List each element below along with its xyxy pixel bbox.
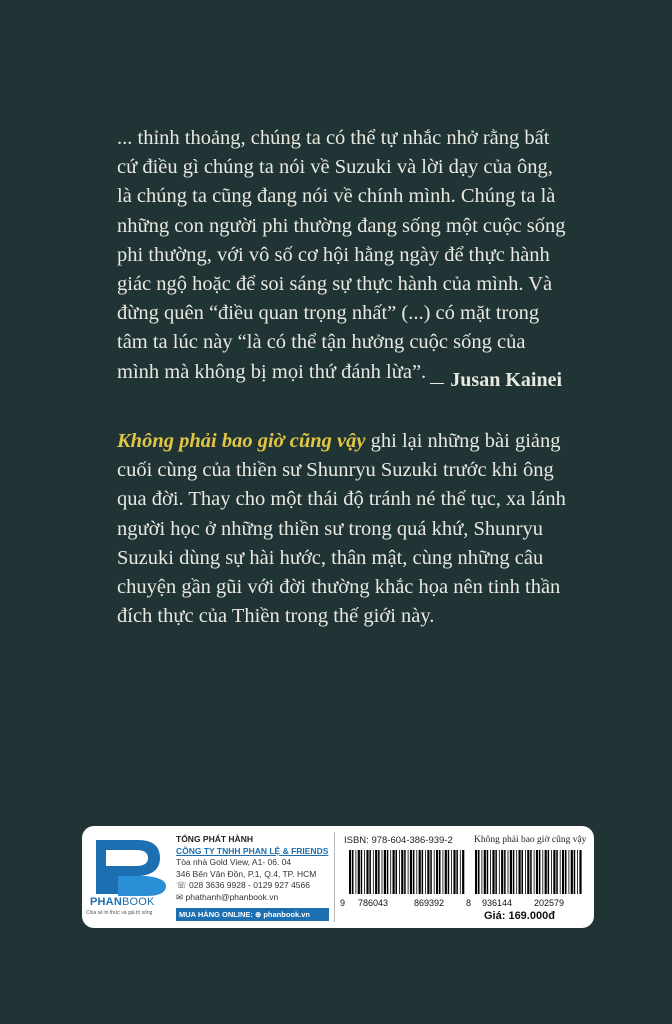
distributor-info <box>176 834 336 904</box>
barcode-bar <box>430 850 432 894</box>
barcode-bar <box>451 850 452 894</box>
barcode-bar <box>427 850 429 894</box>
barcode-bar <box>553 850 555 894</box>
attribution-name: Jusan Kainei <box>450 369 562 391</box>
logo-slogan: Chia sẻ tri thức và giá trị sống <box>86 910 153 916</box>
barcode-bar <box>462 850 464 894</box>
barcode-bar <box>560 850 561 894</box>
barcode-bar <box>456 850 458 894</box>
barcode-bar <box>522 850 524 894</box>
barcode-bar <box>579 850 581 894</box>
barcode-bar <box>548 850 550 894</box>
phanbook-logo-icon <box>88 834 170 922</box>
barcode-bar <box>364 850 365 894</box>
isbn-label: ISBN: 978-604-386-939-2 <box>344 835 453 846</box>
panel-divider <box>334 832 335 922</box>
barcode-bar <box>539 850 541 894</box>
barcode-bar <box>416 850 417 894</box>
barcode-bar <box>542 850 543 894</box>
barcode-bar <box>487 850 489 894</box>
logo-wordmark <box>90 896 155 908</box>
barcode-bar <box>373 850 374 894</box>
barcode1-digit-lead: 9 <box>340 898 346 908</box>
barcode-bar <box>475 850 477 894</box>
barcode-bar <box>375 850 377 894</box>
barcode-bar <box>393 850 395 894</box>
distributor-phone: ☏ 028 3636 9928 - 0129 927 4566 <box>176 880 310 891</box>
price-barcode <box>474 850 584 894</box>
barcode-bar <box>453 850 455 894</box>
barcode-book-title: Không phải bao giờ cũng vậy <box>474 835 587 845</box>
barcode-bar <box>574 850 576 894</box>
barcode-bar <box>545 850 547 894</box>
quote-attribution <box>430 369 562 392</box>
barcode-bar <box>369 850 371 894</box>
quote-text: ... thỉnh thoảng, chúng ta có thể tự nhắc nhở rằng bất cứ điều gì chúng ta nói về Suzuki và lời dạy của ông, là chúng ta cũng đang nói về chính mình. Chúng ta là những con người phi thường đang sống một cuộc sống phi thường, với vô số cơ hội hằng ngày để thực hành giác ngộ hoặc để soi sáng sự thực hành của mình. Và đừng quên “điều quan trọng nhất” (...) có mặt trong tâm ta lúc này “là có thể tận hưởng cuộc sống của mình mà không bị mọi thứ đánh lừa”. <box>117 127 566 383</box>
barcode-bar <box>510 850 512 894</box>
online-store-banner: MUA HÀNG ONLINE: ⊕ phanbook.vn <box>176 908 329 921</box>
barcode-bar <box>349 850 351 894</box>
barcode-bar <box>378 850 380 894</box>
barcode-bar <box>404 850 406 894</box>
barcode-bar <box>482 850 483 894</box>
barcode-bar <box>492 850 494 894</box>
barcode-bar <box>551 850 552 894</box>
distributor-company: CÔNG TY TNHH PHAN LỆ & FRIENDS <box>176 845 329 856</box>
barcode-bar <box>439 850 441 894</box>
barcode-bar <box>384 850 386 894</box>
barcode-bar <box>504 850 506 894</box>
barcode-bar <box>577 850 578 894</box>
barcode-bar <box>562 850 564 894</box>
barcode-bar <box>513 850 515 894</box>
logo-wordmark-bold: PHAN <box>90 896 122 908</box>
barcode-bar <box>571 850 573 894</box>
barcode-bar <box>527 850 529 894</box>
barcode-bar <box>396 850 398 894</box>
barcode-bar <box>556 850 558 894</box>
book-title: Không phải bao giờ cũng vậy <box>117 430 366 452</box>
barcode-bar <box>366 850 368 894</box>
barcode-bar <box>401 850 403 894</box>
barcode-bar <box>352 850 354 894</box>
barcode-bar <box>478 850 480 894</box>
publisher-panel <box>82 826 594 928</box>
barcode-bar <box>419 850 421 894</box>
barcode-bar <box>387 850 389 894</box>
barcode-bar <box>445 850 447 894</box>
barcode-bar <box>525 850 526 894</box>
logo-wordmark-light: BOOK <box>121 896 155 908</box>
barcode2-digits-left: 936144 <box>482 898 513 908</box>
barcode-bar <box>565 850 567 894</box>
barcode-bar <box>408 850 409 894</box>
barcode-bar <box>501 850 503 894</box>
isbn-barcode <box>348 850 466 894</box>
barcode-bar <box>443 850 444 894</box>
barcode-bar <box>382 850 383 894</box>
barcode-bar <box>390 850 391 894</box>
barcode1-digits-left: 786043 <box>358 898 389 908</box>
barcode-bar <box>490 850 491 894</box>
barcode-bar <box>495 850 497 894</box>
barcode2-digits-right: 202579 <box>534 898 565 908</box>
distributor-heading: TỔNG PHÁT HÀNH <box>176 834 253 844</box>
distributor-address-2: 346 Bến Vân Đồn, P.1, Q.4, TP. HCM <box>176 868 317 879</box>
distributor-address-1: Tòa nhà Gold View, A1- 06. 04 <box>176 857 292 868</box>
barcode-bar <box>434 850 435 894</box>
barcode-bar <box>569 850 570 894</box>
barcode-bar <box>413 850 415 894</box>
barcode-bar <box>356 850 357 894</box>
book-description <box>117 427 569 631</box>
barcode-bar <box>460 850 461 894</box>
distributor-email: ✉ phathanh@phanbook.vn <box>176 891 279 902</box>
barcode-bar <box>508 850 509 894</box>
barcode-bar <box>530 850 532 894</box>
price-label: Giá: 169.000đ <box>484 910 555 922</box>
barcode-bar <box>536 850 538 894</box>
barcode-bar <box>534 850 535 894</box>
barcode-bar <box>519 850 521 894</box>
barcode-bar <box>358 850 360 894</box>
barcode-bar <box>425 850 426 894</box>
barcode-bar <box>399 850 400 894</box>
barcode-bar <box>436 850 438 894</box>
barcode-bar <box>484 850 486 894</box>
description-text: ghi lại những bài giảng cuối cùng của thiền sư Shunryu Suzuki trước khi ông qua đời. Thay cho một thái độ tránh né thế tục, xa lánh người học ở những thiền sư trong quá khứ, Shunryu Suzuki dùng sự hài hước, thân mật, cùng những câu chuyện gần gũi với đời thường khắc họa nên tinh thần đích thực của Thiền trong thế giới này. <box>117 430 566 628</box>
barcode1-digits-right: 869392 <box>414 898 445 908</box>
barcode-bar <box>499 850 500 894</box>
barcode-bar <box>410 850 412 894</box>
barcode-bar <box>361 850 363 894</box>
attribution-dash <box>430 383 444 385</box>
barcode-bar <box>516 850 517 894</box>
barcode2-digit-lead: 8 <box>466 898 472 908</box>
barcode-bar <box>422 850 424 894</box>
barcode-bar <box>448 850 450 894</box>
